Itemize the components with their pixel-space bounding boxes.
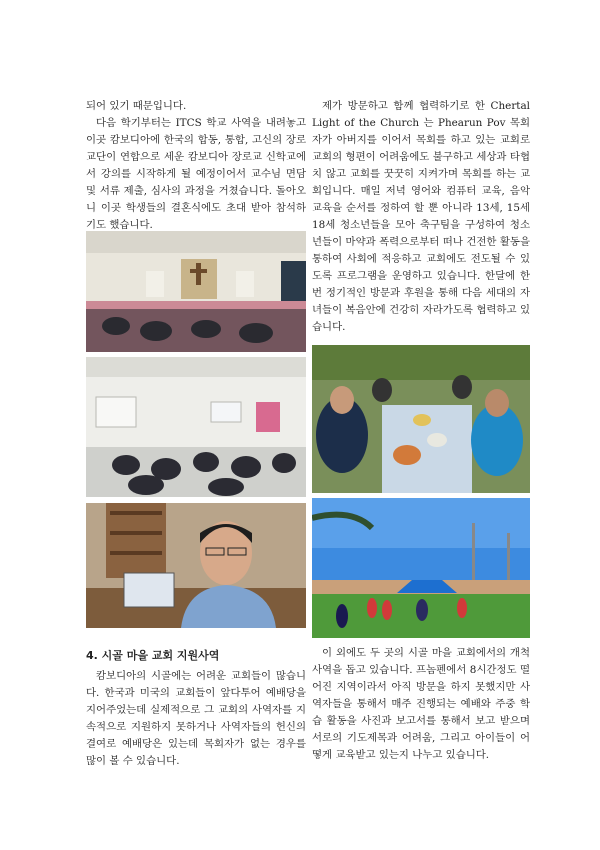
left-paragraph-1: 되어 있기 때문입니다. [86, 100, 187, 112]
classroom-photo [86, 357, 306, 497]
right-column-top [312, 98, 530, 336]
left-paragraph-3: 캄보디아의 시골에는 어려운 교회들이 많습니다. 한국과 미국의 교회들이 앞다투어 예배당을 지어주었는데 실제적으로 그 교회의 사역자를 지속적으로 지원하지 못하거나 사역자들의 헌신의 결여로 예배당은 있는데 목회자가 없는 경우를 많이 볼 수 있습니다. [86, 670, 306, 767]
left-column-top [86, 98, 306, 234]
left-paragraph-2: 다음 학기부터는 ITCS 학교 사역을 내려놓고 이곳 캄보디아에 한국의 합동, 통합, 고신의 장로교단이 연합으로 세운 캄보디아 장로교 신학교에서 강의를 시작하게 될 예정이어서 교수님 면담 및 서류 제출, 심사의 과정을 거쳤습니다. 돌아오니 이곳 학생들의 결혼식에도 초대 받아 참석하기도 했습니다. [86, 117, 306, 231]
left-column-bottom [86, 647, 306, 770]
section-heading: 4. 시골 마을 교회 지원사역 [86, 649, 220, 662]
selfie-photo [86, 503, 306, 628]
right-column-bottom [312, 645, 530, 764]
right-paragraph-2: 이 외에도 두 곳의 시골 마을 교회에서의 개척 사역을 돕고 있습니다. 프놈펜에서 8시간정도 떨어진 지역이라서 아직 방문을 하지 못했지만 사역자들을 통해서 매주 진행되는 예배와 주중 학습 활동을 사진과 보고서를 통해서 보고 받으며 서로의 기도제목과 어려움, 그리고 아이들이 어떻게 교육받고 있는지 나누고 있습니다. [312, 647, 530, 761]
group-meal-photo [312, 345, 530, 493]
right-paragraph-1: 제가 방문하고 함께 협력하기로 한 Chertal Light of the Church 는 Phearun Pov 목회자가 아버지를 이어서 목회를 하고 있는 교회로 교회의 형편이 어려움에도 불구하고 세상과 타협치 않고 교회를 꿋꿋히 지켜가며 목회를 하는 교회입니다. 매일 저녁 영어와 컴퓨터 교육, 음악 교육을 순서를 정하여 할 뿐 아니라 13세, 15세 18세 청소년들을 모아 축구팀을 구성하여 청소년들이 마약과 폭력으로부터 떠나 건전한 활동을 통하여 사회에 적응하고 교회에도 전도될 수 있도록 프로그램을 운영하고 있습니다. 한달에 한번 정기적인 방문과 후원을 통해 다음 세대의 자녀들이 복음안에 건강히 자라가도록 협력하고 있습니다. [312, 100, 530, 333]
wedding-church-photo [86, 231, 306, 352]
soccer-field-photo [312, 498, 530, 638]
